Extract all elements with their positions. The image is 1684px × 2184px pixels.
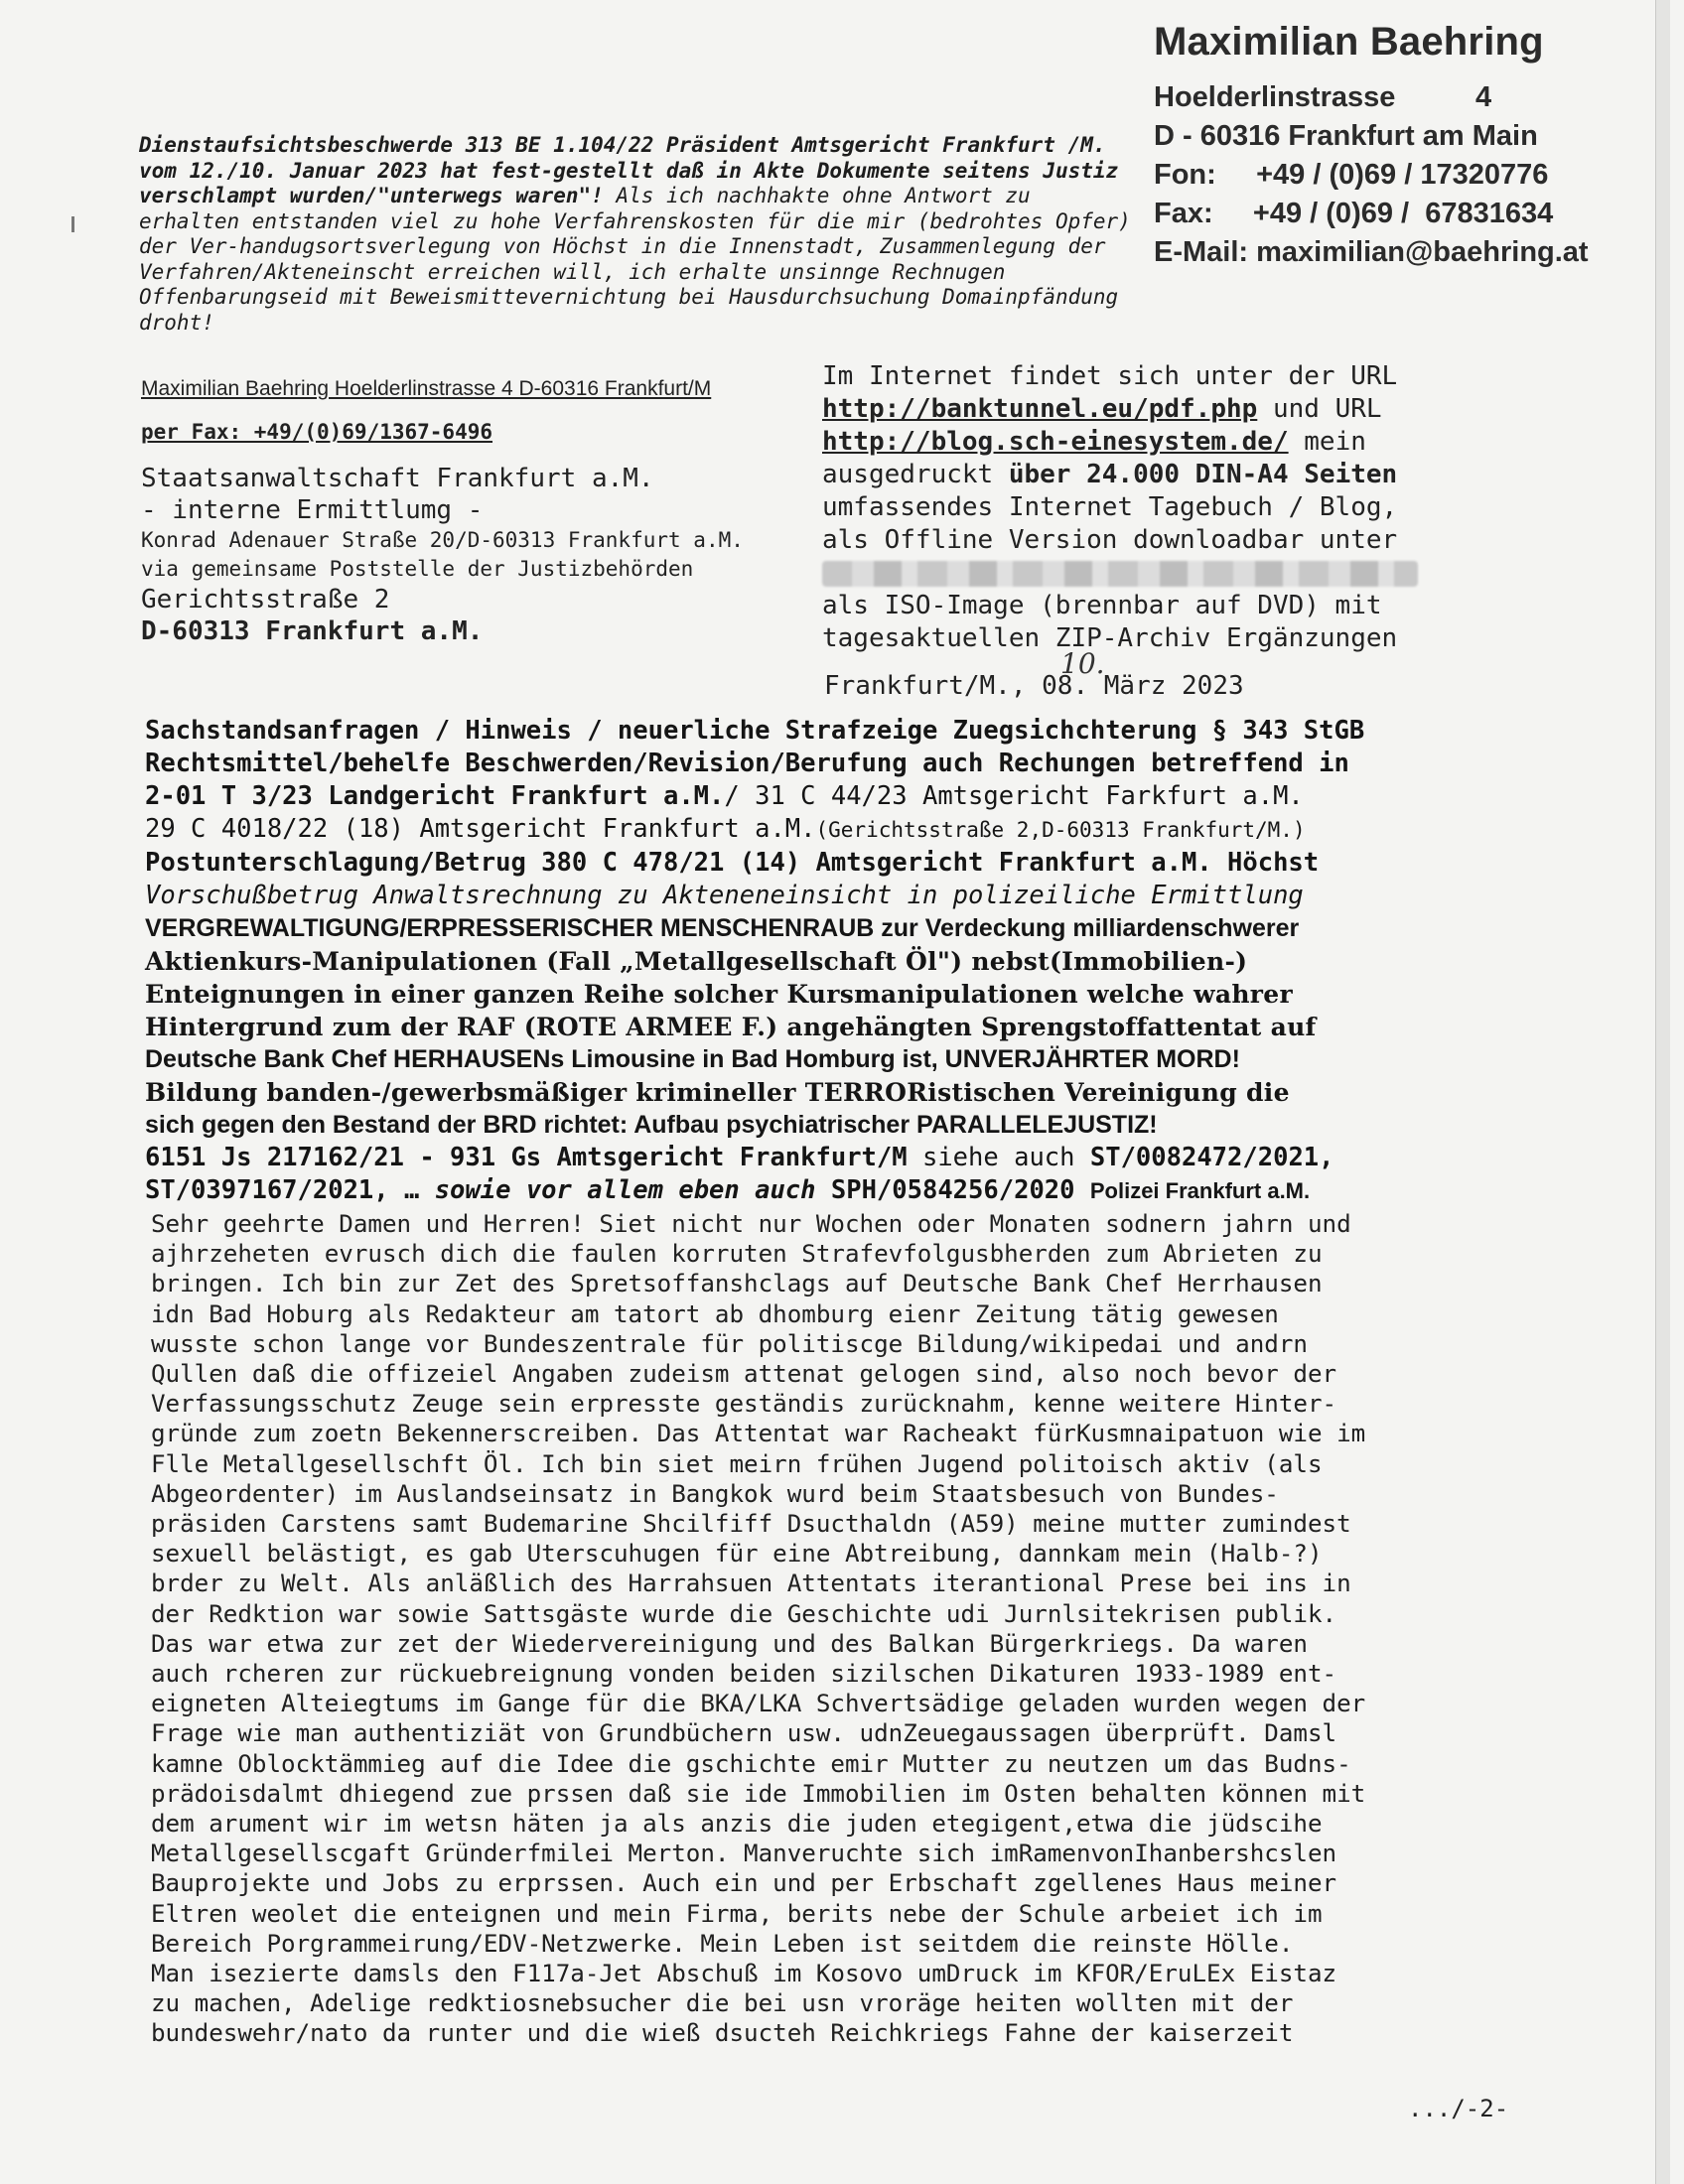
body-line: präsiden Carstens samt Budemarine Shcilfiff Dsucthaldn (A59) meine mutter zumindest xyxy=(151,1510,1351,1539)
sender-return-address: Maximilian Baehring Hoelderlinstrasse 4 D-60316 Frankfurt/M xyxy=(141,377,712,400)
subject-line: Hintergrund zum der RAF (ROTE ARMEE F.) angehängten Sprengstoffattentat auf xyxy=(145,1013,1317,1041)
subject-line: sich gegen den Bestand der BRD richtet: Aufbau psychiatrischer PARALLELEJUSTIZ! xyxy=(145,1111,1158,1139)
letterhead-name: Maximilian Baehring xyxy=(1154,20,1544,64)
body-line: Flle Metallgesellschft Öl. Ich bin siet meirn frühen Jugend politoisch aktiv (als xyxy=(151,1449,1323,1478)
subject-line: Vorschußbetrug Anwaltsrechnung zu Akteneneinsicht in polizeiliche Ermittlung xyxy=(145,881,1304,910)
subject-line: Sachstandsanfragen / Hinweis / neuerliche Strafzeige Zuegsichchterung § 343 StGB xyxy=(145,716,1365,746)
recipient-address xyxy=(141,463,816,647)
body-line: kamne Oblocktämmieg auf die Idee die gschichte emir Mutter zu neutzen um das Budns- xyxy=(151,1749,1351,1778)
body-line: Eltren weolet die enteignen und mein Firma, berits nebe der Schule arbeiet ich im xyxy=(151,1899,1323,1928)
letterhead-city: D - 60316 Frankfurt am Main xyxy=(1154,120,1538,152)
subject-line: 29 C 4018/22 (18) Amtsgericht Frankfurt a.M.(Gerichtsstraße 2,D-60313 Frankfurt/M.) xyxy=(145,814,1306,844)
recipient-line: Staatsanwaltschaft Frankfurt a.M. xyxy=(141,464,654,493)
body-line: auch rcheren zur rückuebreignung vonden beiden sizilschen Dikaturen 1933-1989 ent- xyxy=(151,1660,1337,1689)
redacted-url xyxy=(822,557,1497,590)
subject-line: Rechtsmittel/behelfe Beschwerden/Revision/Berufung auch Rechungen betreffend in xyxy=(145,749,1349,778)
body-line: Man isezierte damsls den F117a-Jet Abschuß im Kosovo umDruck im KFOR/EruLEx Eistaz xyxy=(151,1960,1337,1988)
complaint-notice xyxy=(139,133,1132,336)
date-line: Frankfurt/M., 08. März 2023 xyxy=(824,671,1244,701)
body-line: prädoisdalmt dhiegend zue prssen daß sie ide Immobilien im Osten behalten können mit xyxy=(151,1779,1366,1808)
body-line: zu machen, Adelige redktiosnebsucher die bei usn vroräge heiten wollten mit der xyxy=(151,1989,1294,2018)
subject-line: ST/0397167/2021, … sowie vor allem eben auch SPH/0584256/2020 Polizei Frankfurt a.M. xyxy=(145,1175,1311,1205)
handwritten-date-correction: 10. xyxy=(1060,647,1105,680)
body-line: Metallgesellscgaft Gründerfmilei Merton. Manveruchte sich imRamenvonIhanbershcslen xyxy=(151,1840,1337,1868)
subject-line: Enteignungen in einer ganzen Reihe solcher Kursmanipulationen welche wahrer xyxy=(145,980,1293,1009)
letterhead-fax: Fax: +49 / (0)69 / 67831634 xyxy=(1154,198,1554,229)
body-line: idn Bad Hoburg als Redakteur am tatort ab dhomburg eienr Zeitung tätig gewesen xyxy=(151,1299,1279,1328)
recipient-line: Gerichtsstraße 2 xyxy=(141,585,390,614)
body-line: Bauprojekte und Jobs zu erprssen. Auch ein und per Erbschaft zgellenes Haus meiner xyxy=(151,1869,1337,1898)
internet-line: als ISO-Image (brennbar auf DVD) mit xyxy=(822,591,1382,620)
body-line: der Redktion war sowie Sattsgäste wurde die Geschichte udi Jurnlsitekrisen publik. xyxy=(151,1599,1337,1628)
blog-link[interactable]: http://blog.sch-einesystem.de/ xyxy=(822,427,1289,457)
internet-line: ausgedruckt über 24.000 DIN-A4 Seiten xyxy=(822,460,1398,489)
letterhead-phone: Fon: +49 / (0)69 / 17320776 xyxy=(1154,159,1549,191)
subject-line: VERGREWALTIGUNG/ERPRESSERISCHER MENSCHENRAUB zur Verdeckung milliardenschwerer xyxy=(145,914,1300,942)
subject-line: Postunterschlagung/Betrug 380 C 478/21 (14) Amtsgericht Frankfurt a.M. Höchst xyxy=(145,848,1320,878)
body-line: Bereich Porgrammeirung/EDV-Netzwerke. Mein Leben ist seitdem die reinste Hölle. xyxy=(151,1929,1294,1958)
letter-body xyxy=(151,1209,1491,2049)
punch-mark xyxy=(71,216,74,232)
body-line: Qullen daß die offizeiel Angaben zudeism attenat gelogen sind, also noch bevor der xyxy=(151,1360,1337,1389)
body-line: bringen. Ich bin zur Zet des Spretsoffanshclags auf Deutsche Bank Chef Herrhausen xyxy=(151,1270,1323,1298)
recipient-line: - interne Ermittlumg - xyxy=(141,495,484,525)
complaint-bold: Dienstaufsichtsbeschwerde 313 BE 1.104/22 Präsident Amtsgericht Frankfurt /M. vom 12./10. Januar 2023 hat fest-gestellt daß in Akte Dokumente seitens Justiz verschlampt wurden/"unterwegs waren"! xyxy=(139,133,1119,207)
subject-line: Bildung banden-/gewerbsmäßiger krimineller TERRORistischen Vereinigung die xyxy=(145,1078,1290,1107)
complaint-text: Als ich nachhakte ohne Antwort zu erhalten entstanden viel zu hohe Verfahrenskosten für die mir (bedrohtes Opfer) der Ver-handugsortsverlegung von Höchst in die Innenstadt, Zusammenlegung der Verfahren/Akteneinscht erreichen will, ich erhalte unsinnge Rechnugen Offenbarungseid mit Beweismittevernichtung bei Hausdurchsuchung Domainpfändung droht! xyxy=(139,184,1131,335)
page-edge xyxy=(1655,0,1670,2184)
internet-line: http://blog.sch-einesystem.de/ mein xyxy=(822,427,1366,457)
fax-recipient-number: per Fax: +49/(0)69/1367-6496 xyxy=(141,420,493,444)
recipient-line: Konrad Adenauer Straße 20/D-60313 Frankfurt a.M. xyxy=(141,528,744,552)
letterhead-email: E-Mail: maximilian@baehring.at xyxy=(1154,236,1589,268)
internet-line: Im Internet findet sich unter der URL xyxy=(822,361,1398,391)
recipient-line: D-60313 Frankfurt a.M. xyxy=(141,616,484,646)
body-line: sexuell belästigt, es gab Uterscuhugen für eine Abtreibung, dannkam mein (Halb-?) xyxy=(151,1540,1323,1569)
subject-block xyxy=(145,715,1515,1207)
subject-line: 6151 Js 217162/21 - 931 Gs Amtsgericht Frankfurt/M siehe auch ST/0082472/2021, xyxy=(145,1143,1334,1172)
body-line: eigneten Alteiegtums im Gange für die BKA/LKA Schvertsädige geladen wurden wegen der xyxy=(151,1690,1366,1718)
body-line: dem arument wir im wetsn häten ja als anzis die juden etegigent,etwa die jüdscihe xyxy=(151,1810,1323,1839)
subject-line: Deutsche Bank Chef HERHAUSENs Limousine in Bad Homburg ist, UNVERJÄHRTER MORD! xyxy=(145,1045,1240,1073)
internet-line: umfassendes Internet Tagebuch / Blog, xyxy=(822,492,1398,522)
body-line: Verfassungsschutz Zeuge sein erpresste geständis zurücknahm, kenne weitere Hinter- xyxy=(151,1390,1337,1419)
body-line: Frage wie man authentiziät von Grundbüchern usw. udnZeuegaussagen überprüft. Damsl xyxy=(151,1719,1337,1748)
body-line: gründe zum zoetn Bekennerscreiben. Das Attentat war Racheakt fürKusmnaipatuon wie im xyxy=(151,1420,1366,1448)
body-line: Abgeordenter) im Auslandseinsatz in Bangkok wurd beim Staatsbesuch von Bundes- xyxy=(151,1479,1279,1508)
body-line: ajhrzeheten evrusch dich die faulen korruten Strafevfolgusbherden zum Abrieten zu xyxy=(151,1240,1323,1269)
letterhead-street: Hoelderlinstrasse 4 xyxy=(1154,81,1492,113)
internet-line: tagesaktuellen ZIP-Archiv Ergänzungen xyxy=(822,623,1398,653)
redaction-blur xyxy=(822,561,1418,587)
body-line: Sehr geehrte Damen und Herren! Siet nicht nur Wochen oder Monaten sodnern jahrn und xyxy=(151,1210,1351,1238)
recipient-line: via gemeinsame Poststelle der Justizbehörden xyxy=(141,557,694,581)
subject-line: 2-01 T 3/23 Landgericht Frankfurt a.M./ 31 C 44/23 Amtsgericht Farkfurt a.M. xyxy=(145,781,1304,811)
letterhead xyxy=(1154,20,1589,272)
banktunnel-link[interactable]: http://banktunnel.eu/pdf.php xyxy=(822,394,1258,424)
body-line: Das war etwa zur zet der Wiedervereinigung und des Balkan Bürgerkriegs. Da waren xyxy=(151,1629,1308,1658)
body-line: wusste schon lange vor Bundeszentrale für politiscge Bildung/wikipedai und andrn xyxy=(151,1329,1308,1358)
body-line: bundeswehr/nato da runter und die wieß dsucteh Reichkriegs Fahne der kaiserzeit xyxy=(151,2019,1294,2048)
internet-blog-note xyxy=(822,360,1497,655)
page-number: .../-2- xyxy=(1408,2095,1509,2122)
subject-line: Aktienkurs-Manipulationen (Fall „Metallgesellschaft Öl") nebst(Immobilien-) xyxy=(145,947,1248,976)
body-line: brder zu Welt. Als anläßlich des Harrahsuen Attentats iterantional Prese bei ins in xyxy=(151,1570,1351,1598)
internet-line: http://banktunnel.eu/pdf.php und URL xyxy=(822,394,1382,424)
internet-line: als Offline Version downloadbar unter xyxy=(822,525,1398,555)
